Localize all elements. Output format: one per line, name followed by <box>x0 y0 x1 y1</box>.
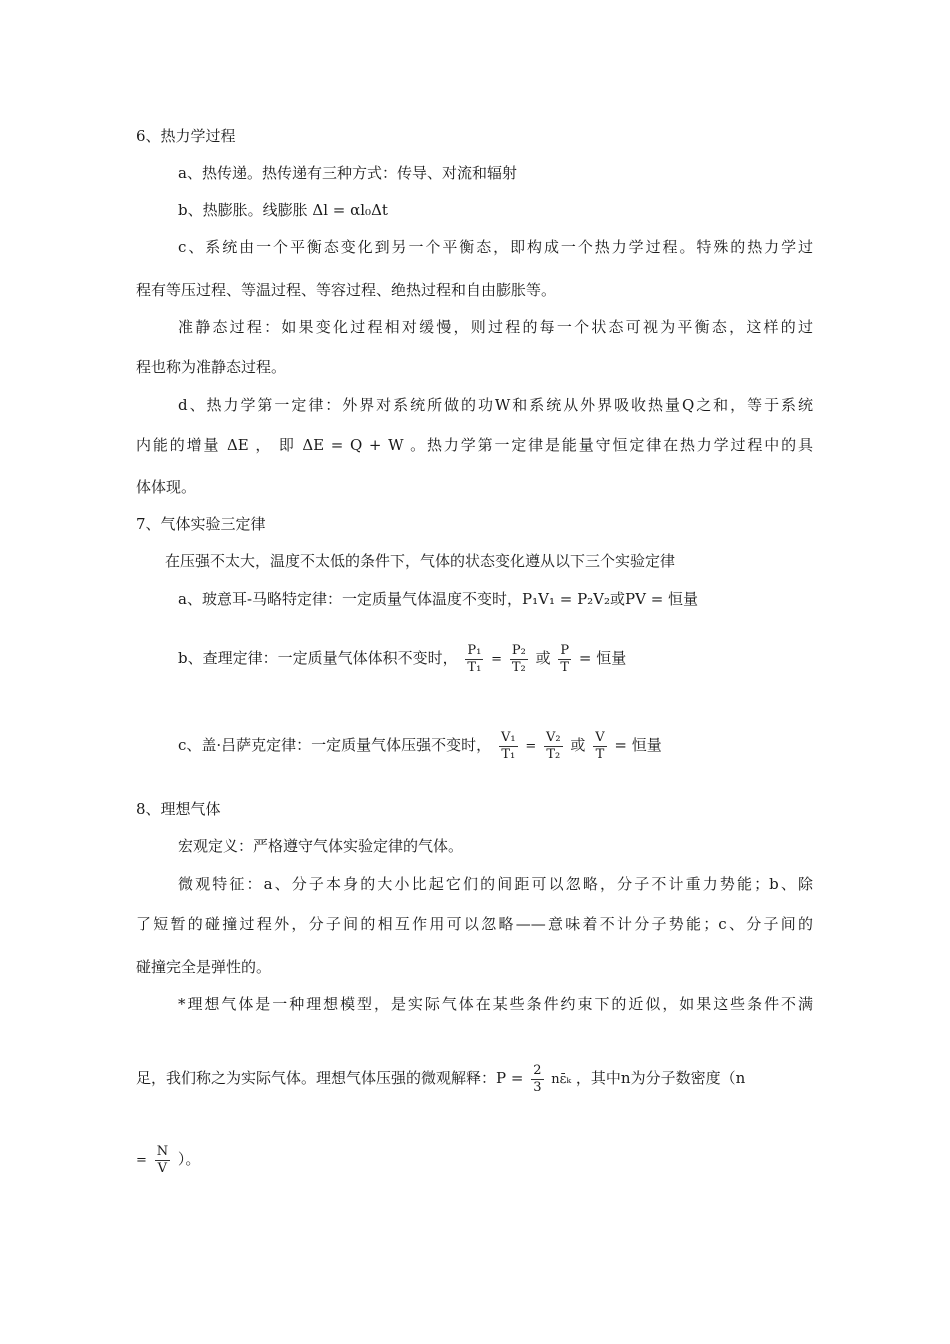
section-7-title: 7、气体实验三定律 <box>136 515 266 533</box>
s6-item-a: a、热传递。热传递有三种方式：传导、对流和辐射 <box>178 164 517 182</box>
s8-ideal-frac-num: 2 <box>533 1062 542 1078</box>
s6-quasi-line1: 准静态过程：如果变化过程相对缓慢，则过程的每一个状态可视为平衡态，这样的过 <box>178 318 813 336</box>
s8-ideal-suffix: ，其中n为分子数密度（n <box>575 1069 746 1087</box>
s7-b-fraction-1 <box>465 643 483 676</box>
s7-c-f1-den: T₁ <box>501 746 516 762</box>
s6-item-d-line3: 体体现。 <box>136 478 197 496</box>
s7-c-fraction-3 <box>593 730 606 763</box>
s7-c-equals: = <box>525 739 537 754</box>
s7-b-f2-num: P₂ <box>511 642 526 658</box>
section-8-title: 8、理想气体 <box>136 800 221 818</box>
s7-item-c <box>178 723 662 769</box>
s8-ideal-frac-den: 3 <box>533 1079 542 1095</box>
s7-c-f2-num: V₂ <box>546 729 561 745</box>
s7-c-prefix: c、盖·吕萨克定律：一定质量气体压强不变时， <box>178 736 492 754</box>
s7-c-f3-den: T <box>595 746 605 762</box>
s8-n-frac-num: N <box>156 1143 169 1159</box>
s7-b-f1-den: T₁ <box>467 659 482 675</box>
s8-ideal-line2 <box>136 1056 745 1102</box>
s8-ideal-line1: *理想气体是一种理想模型，是实际气体在某些条件约束下的近似，如果这些条件不满 <box>178 995 813 1013</box>
s7-b-fraction-2 <box>510 643 528 676</box>
s6-item-d-line1: d、热力学第一定律：外界对系统所做的功W和系统从外界吸收热量Q之和，等于系统 <box>178 396 813 414</box>
s6-item-b <box>178 200 388 220</box>
s8-n-fraction <box>155 1144 170 1177</box>
section-6-title: 6、热力学过程 <box>136 127 236 145</box>
s7-c-f3-num: V <box>595 729 605 745</box>
s8-n-equals: = <box>136 1153 147 1168</box>
s7-c-fraction-2 <box>544 730 563 763</box>
s7-b-prefix: b、查理定律：一定质量气体体积不变时， <box>178 649 458 667</box>
s7-c-f2-den: T₂ <box>546 746 561 762</box>
s7-c-f1-num: V₁ <box>500 729 516 745</box>
s7-b-equals: = <box>491 652 503 667</box>
s7-b-or: 或 <box>535 649 551 667</box>
s8-n-line <box>136 1137 200 1183</box>
s8-ideal-prefix: 足，我们称之为实际气体。理想气体压强的微观解释：P = <box>136 1069 524 1087</box>
s7-b-suffix: = 恒量 <box>578 649 627 667</box>
s7-intro: 在压强不太大，温度不太低的条件下，气体的状态变化遵从以下三个实验定律 <box>165 552 676 570</box>
s6-b-formula: Δl = αl₀Δt <box>312 201 388 219</box>
s6-item-c-line1: c、系统由一个平衡态变化到另一个平衡态，即构成一个热力学过程。特殊的热力学过 <box>178 238 813 256</box>
s7-b-f3-den: T <box>560 659 570 675</box>
s6-quasi-line2: 程也称为准静态过程。 <box>136 358 287 376</box>
s8-macro: 宏观定义：严格遵守气体实验定律的气体。 <box>178 837 464 855</box>
s7-c-or: 或 <box>570 736 586 754</box>
s7-c-suffix: = 恒量 <box>614 736 662 754</box>
s7-b-f3-num: P <box>560 642 570 658</box>
s7-b-fraction-3 <box>558 643 571 676</box>
s8-micro-line3: 碰撞完全是弹性的。 <box>136 958 272 976</box>
s8-micro-line2: 了短暂的碰撞过程外，分子间的相互作用可以忽略——意味着不计分子势能；c、分子间的 <box>136 915 813 933</box>
s6-item-d-line2: 内能的增量 ΔE ， 即 ΔE = Q + W 。热力学第一定律是能量守恒定律在热力学过程中的具 <box>136 436 813 454</box>
s8-micro-line1: 微观特征：a、分子本身的大小比起它们的间距可以忽略，分子不计重力势能；b、除 <box>178 875 813 893</box>
s6-b-prefix: b、热膨胀。线膨胀 <box>178 201 308 219</box>
s7-c-fraction-1 <box>499 730 518 763</box>
s8-n-close: ）。 <box>177 1150 201 1168</box>
s8-ideal-fraction <box>531 1063 543 1096</box>
s8-ideal-energy: nε̄ₖ <box>551 1072 572 1087</box>
s8-n-frac-den: V <box>157 1160 168 1176</box>
s7-item-a: a、玻意耳-马略特定律：一定质量气体温度不变时，P₁V₁ = P₂V₂或PV = 恒量 <box>178 590 699 608</box>
s7-item-b <box>178 636 626 682</box>
s6-item-c-line2: 程有等压过程、等温过程、等容过程、绝热过程和自由膨胀等。 <box>136 281 557 299</box>
s7-b-f1-num: P₁ <box>467 642 482 658</box>
s7-b-f2-den: T₂ <box>511 659 526 675</box>
